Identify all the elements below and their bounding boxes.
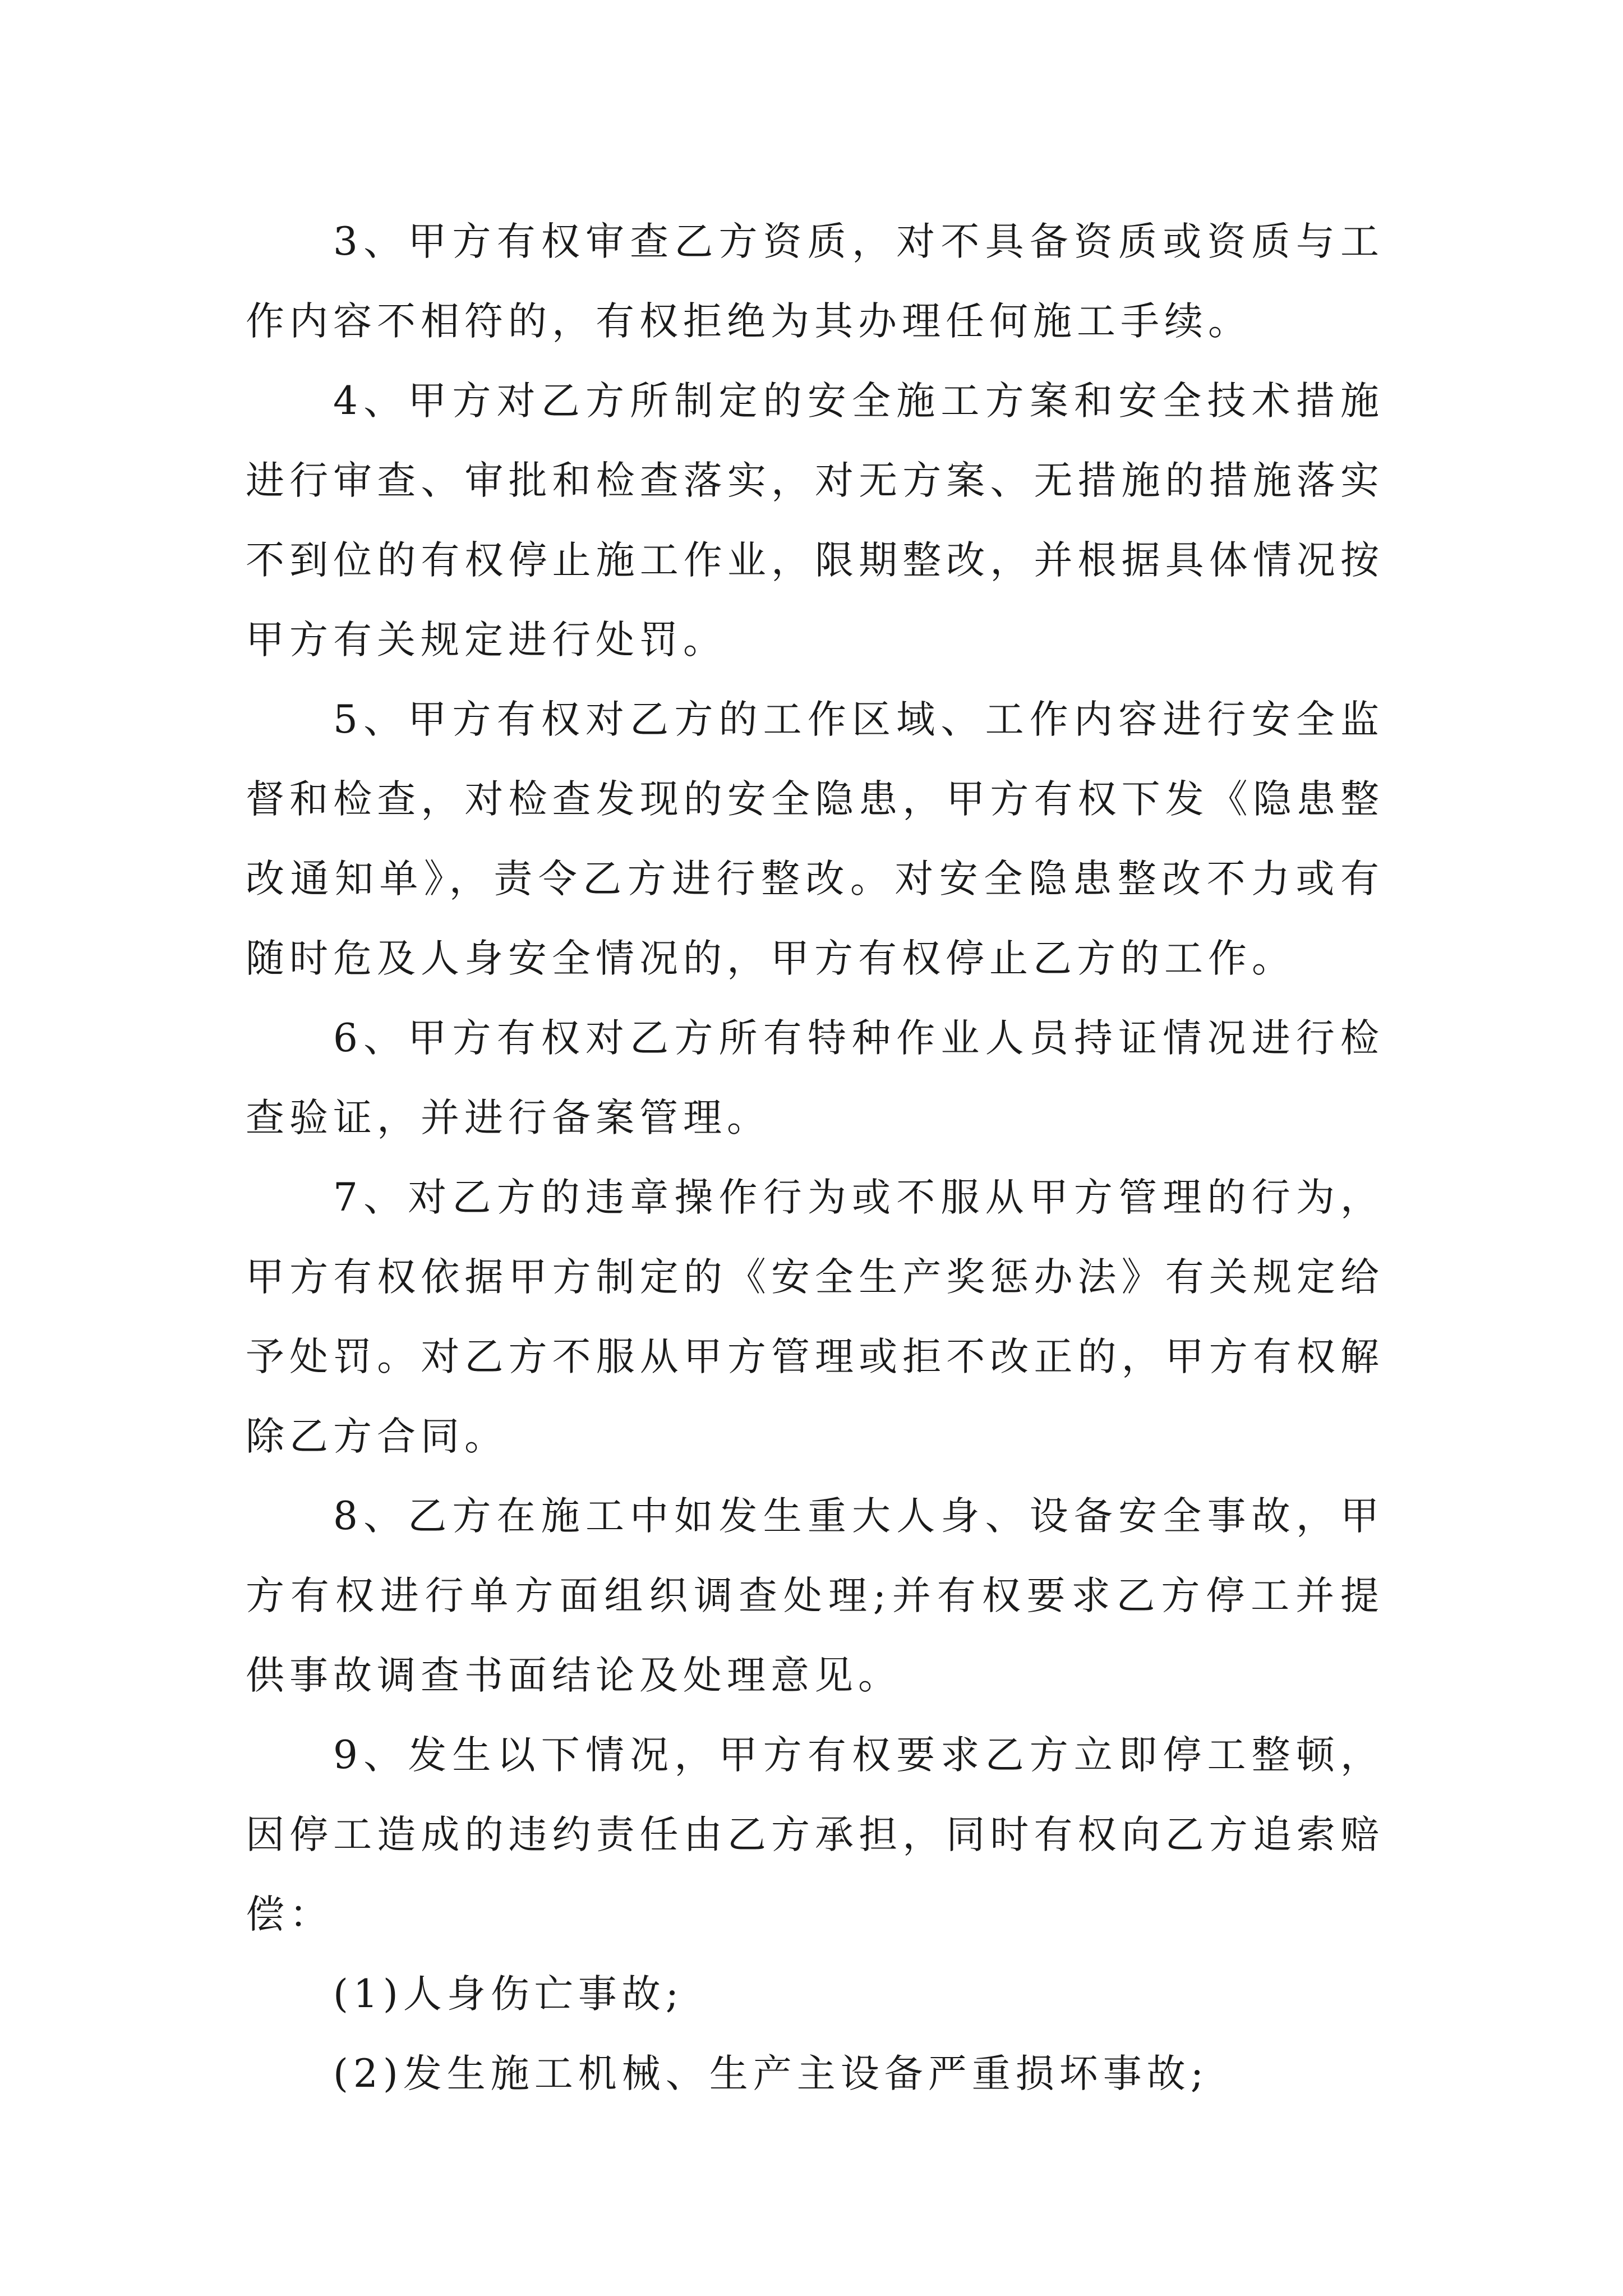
clause-6: 6、甲方有权对乙方所有特种作业人员持证情况进行检查验证，并进行备案管理。 (246, 1016, 1384, 1140)
clause-5: 5、甲方有权对乙方的工作区域、工作内容进行安全监督和检查，对检查发现的安全隐患，甲方有权下发《隐患整改通知单》，责令乙方进行整改。对安全隐患整改不力或有随时危及人身安全情况的，甲方有权停止乙方的工作。 (246, 697, 1384, 981)
clause-7: 7、对乙方的违章操作行为或不服从甲方管理的行为，甲方有权依据甲方制定的《安全生产奖惩办法》有关规定给予处罚。对乙方不服从甲方管理或拒不改正的，甲方有权解除乙方合同。 (246, 1175, 1384, 1459)
list-item-2: (2)发生施工机械、生产主设备严重损坏事故; (333, 2051, 1209, 2096)
document-body (246, 202, 1384, 2114)
clause-8: 8、乙方在施工中如发生重大人身、设备安全事故，甲方有权进行单方面组织调查处理;并有权要求乙方停工并提供事故调查书面结论及处理意见。 (246, 1494, 1384, 1698)
clause-4: 4、甲方对乙方所制定的安全施工方案和安全技术措施进行审查、审批和检查落实，对无方案、无措施的措施落实不到位的有权停止施工作业，限期整改，并根据具体情况按甲方有关规定进行处罚。 (246, 379, 1384, 662)
list-item-1: (1)人身伤亡事故; (333, 1972, 684, 2017)
clause-9: 9、发生以下情况，甲方有权要求乙方立即停工整顿，因停工造成的违约责任由乙方承担，同时有权向乙方追索赔偿： (246, 1733, 1384, 1937)
clause-3: 3、甲方有权审查乙方资质，对不具备资质或资质与工作内容不相符的，有权拒绝为其办理任何施工手续。 (246, 219, 1384, 344)
